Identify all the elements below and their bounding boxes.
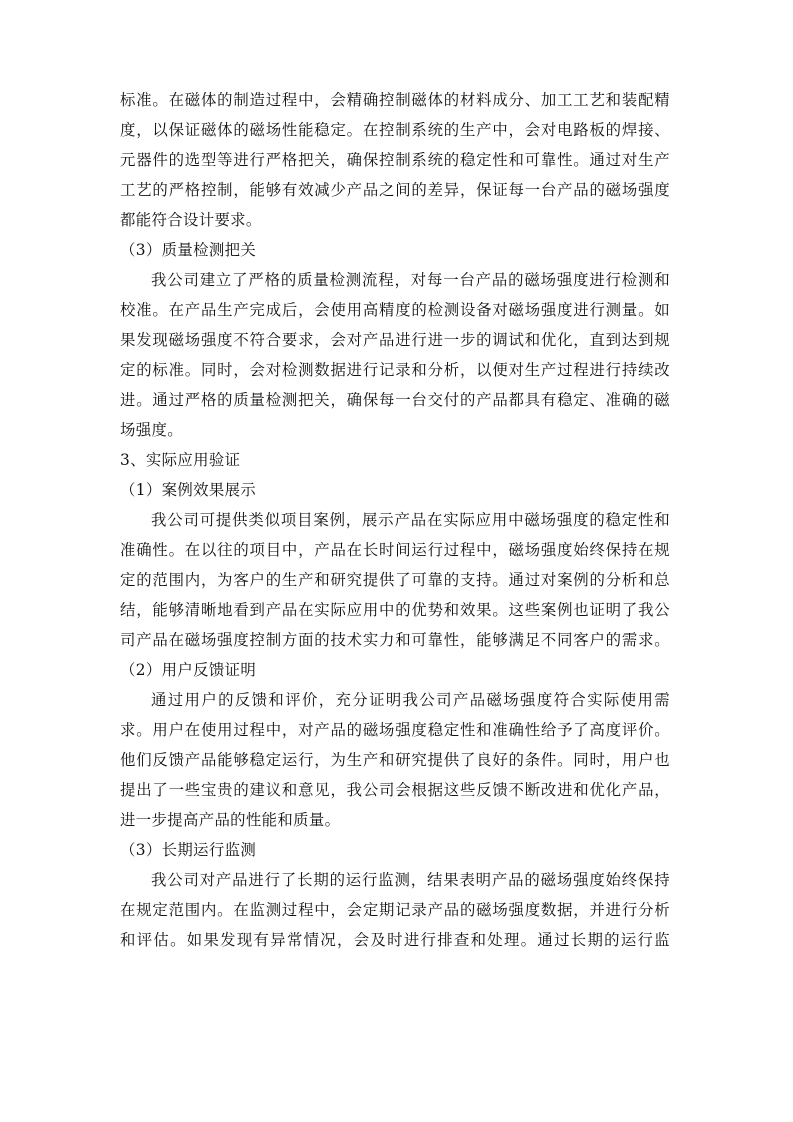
paragraph-line: 通过用户的反馈和评价，充分证明我公司产品磁场强度符合实际使用需	[151, 691, 670, 709]
paragraph-line: 结，能够清晰地看到产品在实际应用中的优势和效果。这些案例也证明了我公	[120, 601, 670, 619]
paragraph-line: 我公司建立了严格的质量检测流程，对每一台产品的磁场强度进行检测和	[151, 271, 670, 289]
paragraph-line: 都能符合设计要求。	[120, 211, 262, 229]
paragraph-line: 提出了一些宝贵的建议和意见，我公司会根据这些反馈不断改进和优化产品，	[120, 781, 670, 799]
paragraph-line: 求。用户在使用过程中，对产品的磁场强度稳定性和准确性给予了高度评价。	[120, 721, 670, 739]
subsection-heading: （3）质量检测把关	[120, 241, 257, 259]
paragraph-line: 标准。在磁体的制造过程中，会精确控制磁体的材料成分、加工工艺和装配精	[120, 91, 670, 109]
paragraph-line: 元器件的选型等进行严格把关，确保控制系统的稳定性和可靠性。通过对生产	[120, 151, 670, 169]
paragraph-line: 定的标准。同时，会对检测数据进行记录和分析，以便对生产过程进行持续改	[120, 361, 670, 379]
paragraph-line: 进一步提高产品的性能和质量。	[120, 811, 341, 829]
paragraph-line: 度，以保证磁体的磁场性能稳定。在控制系统的生产中，会对电路板的焊接、	[120, 121, 670, 139]
subsection-heading: （3）长期运行监测	[120, 841, 257, 859]
paragraph-line: 校准。在产品生产完成后，会使用高精度的检测设备对磁场强度进行测量。如	[120, 301, 670, 319]
paragraph-line: 和评估。如果发现有异常情况，会及时进行排查和处理。通过长期的运行监	[120, 931, 670, 949]
paragraph-line: 工艺的严格控制，能够有效减少产品之间的差异，保证每一台产品的磁场强度	[120, 181, 670, 199]
paragraph-line: 我公司对产品进行了长期的运行监测，结果表明产品的磁场强度始终保持	[151, 871, 670, 889]
paragraph-line: 司产品在磁场强度控制方面的技术实力和可靠性，能够满足不同客户的需求。	[120, 631, 670, 649]
paragraph-line: 果发现磁场强度不符合要求，会对产品进行进一步的调试和优化，直到达到规	[120, 331, 670, 349]
paragraph-line: 在规定范围内。在监测过程中，会定期记录产品的磁场强度数据，并进行分析	[120, 901, 670, 919]
subsection-heading: （1）案例效果展示	[120, 481, 257, 499]
paragraph-line: 进。通过严格的质量检测把关，确保每一台交付的产品都具有稳定、准确的磁	[120, 391, 670, 409]
paragraph-line: 他们反馈产品能够稳定运行，为生产和研究提供了良好的条件。同时，用户也	[120, 751, 670, 769]
document-body	[120, 85, 670, 955]
paragraph-line: 定的范围内，为客户的生产和研究提供了可靠的支持。通过对案例的分析和总	[120, 571, 670, 589]
paragraph-line: 场强度。	[120, 421, 183, 439]
section-heading: 3、实际应用验证	[120, 451, 241, 469]
subsection-heading: （2）用户反馈证明	[120, 661, 257, 679]
paragraph-line: 准确性。在以往的项目中，产品在长时间运行过程中，磁场强度始终保持在规	[120, 541, 670, 559]
paragraph-line: 我公司可提供类似项目案例，展示产品在实际应用中磁场强度的稳定性和	[151, 511, 670, 529]
